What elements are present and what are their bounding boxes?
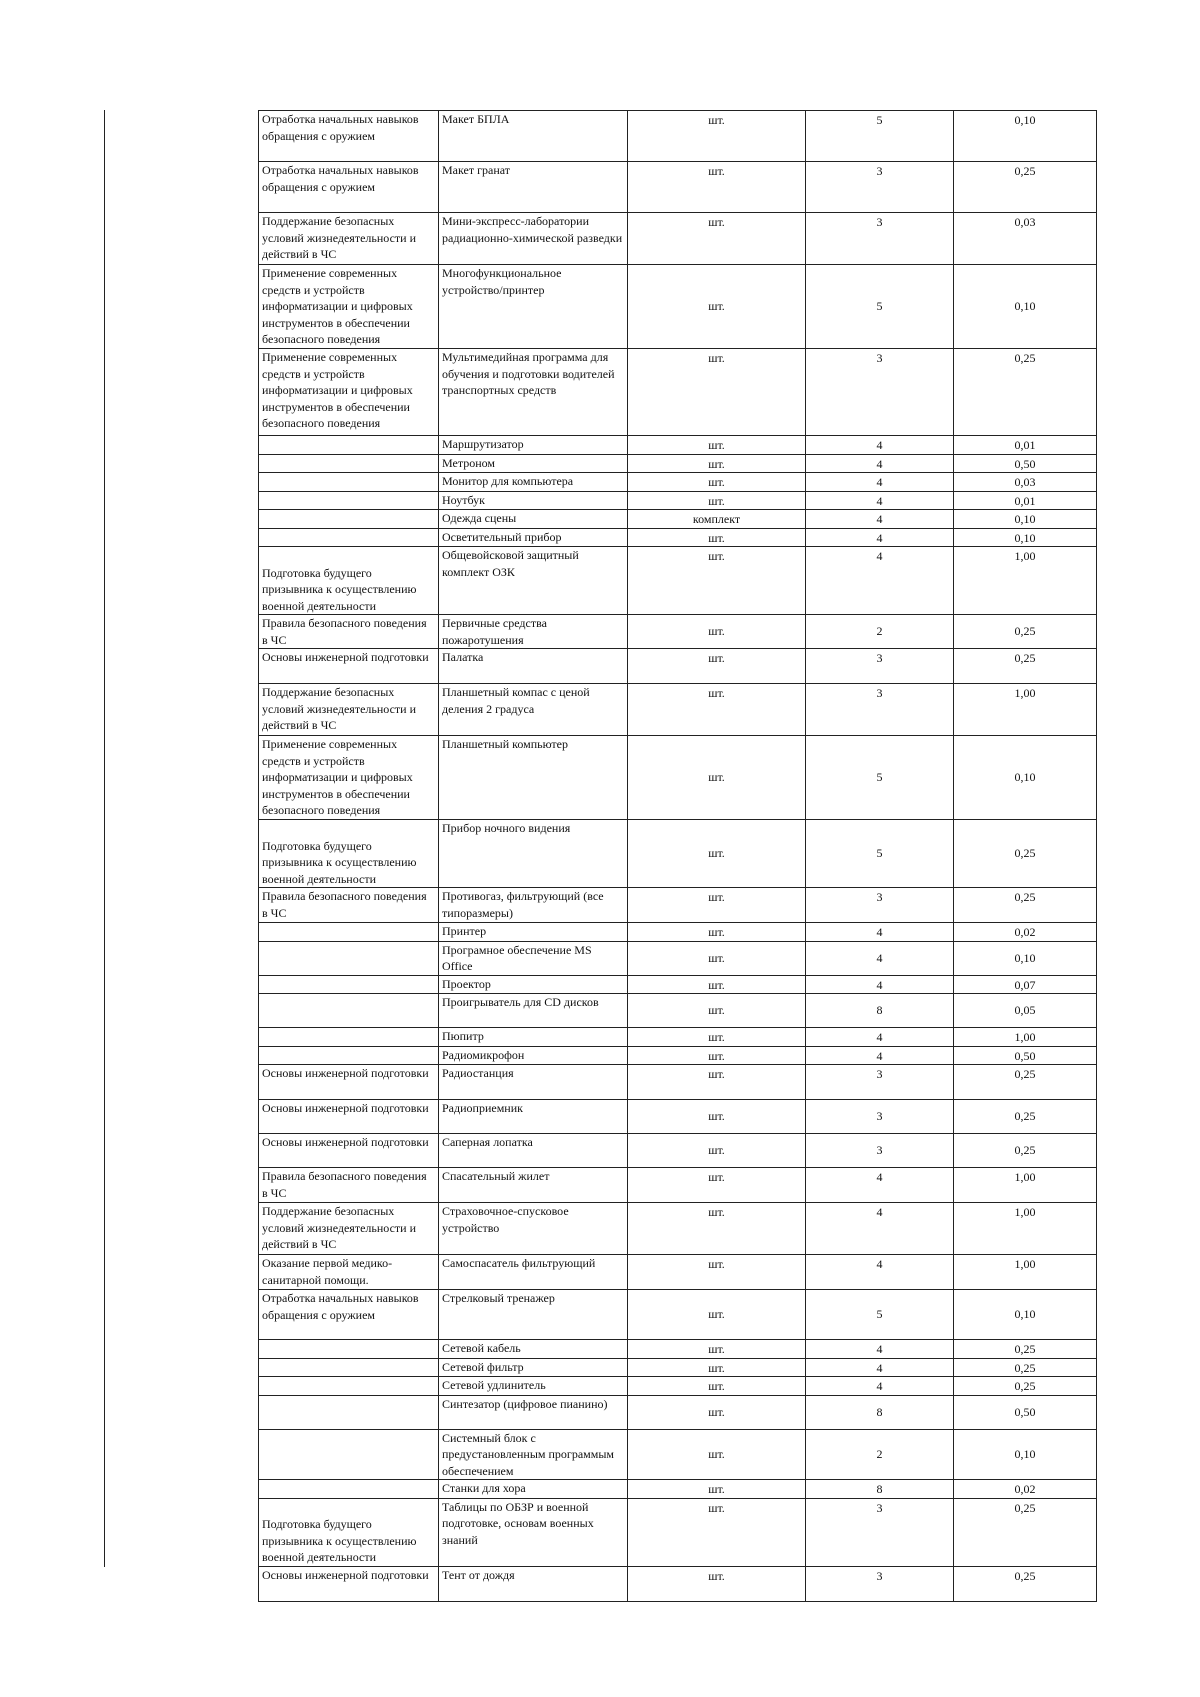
unit-cell: шт. xyxy=(628,649,806,684)
table-row xyxy=(259,111,1097,162)
section-cell: Отработка начальных навыков обращения с оружием xyxy=(259,1290,439,1340)
value-cell: 0,25 xyxy=(954,1100,1097,1134)
table-row xyxy=(259,454,1097,473)
value-cell: 0,10 xyxy=(954,111,1097,162)
section-cell: Поддержание безопасных условий жизнедеятельности и действий в ЧС xyxy=(259,1203,439,1255)
table-row xyxy=(259,1340,1097,1359)
value-cell: 0,25 xyxy=(954,1498,1097,1566)
value-cell: 0,02 xyxy=(954,1480,1097,1499)
item-cell: Общевойсковой защитный комплект ОЗК xyxy=(439,547,628,615)
value-cell: 0,01 xyxy=(954,491,1097,510)
quantity-cell: 3 xyxy=(806,649,954,684)
quantity-cell: 4 xyxy=(806,923,954,942)
unit-cell: шт. xyxy=(628,265,806,349)
page-margin-line xyxy=(104,110,105,1567)
value-cell: 0,25 xyxy=(954,162,1097,213)
item-cell: Станки для хора xyxy=(439,1480,628,1499)
table-row xyxy=(259,820,1097,888)
quantity-cell: 5 xyxy=(806,736,954,820)
section-cell: Подготовка будущего призывника к осуществлению военной деятельности xyxy=(259,547,439,615)
item-cell: Тент от дождя xyxy=(439,1566,628,1601)
value-cell: 1,00 xyxy=(954,1255,1097,1290)
table-row xyxy=(259,213,1097,265)
table-row xyxy=(259,1358,1097,1377)
value-cell: 1,00 xyxy=(954,684,1097,736)
value-cell: 1,00 xyxy=(954,1203,1097,1255)
table-row xyxy=(259,649,1097,684)
unit-cell: шт. xyxy=(628,736,806,820)
quantity-cell: 3 xyxy=(806,1498,954,1566)
quantity-cell: 3 xyxy=(806,213,954,265)
table-row xyxy=(259,1498,1097,1566)
unit-cell: шт. xyxy=(628,923,806,942)
unit-cell: шт. xyxy=(628,1255,806,1290)
item-cell: Спасательный жилет xyxy=(439,1168,628,1203)
unit-cell: шт. xyxy=(628,111,806,162)
quantity-cell: 4 xyxy=(806,1168,954,1203)
quantity-cell: 5 xyxy=(806,1290,954,1340)
section-cell: Правила безопасного поведения в ЧС xyxy=(259,888,439,923)
unit-cell: шт. xyxy=(628,436,806,455)
unit-cell: шт. xyxy=(628,213,806,265)
item-cell: Таблицы по ОБЗР и военной подготовке, основам военных знаний xyxy=(439,1498,628,1566)
item-cell: Синтезатор (цифровое пианино) xyxy=(439,1395,628,1429)
value-cell: 0,25 xyxy=(954,1340,1097,1359)
section-cell xyxy=(259,1340,439,1359)
quantity-cell: 4 xyxy=(806,1377,954,1396)
item-cell: Планшетный компас с ценой деления 2 градуса xyxy=(439,684,628,736)
value-cell: 0,50 xyxy=(954,1395,1097,1429)
unit-cell: шт. xyxy=(628,1028,806,1047)
item-cell: Радиостанция xyxy=(439,1065,628,1100)
item-cell: Принтер xyxy=(439,923,628,942)
section-cell: Отработка начальных навыков обращения с оружием xyxy=(259,162,439,213)
quantity-cell: 3 xyxy=(806,1100,954,1134)
section-cell xyxy=(259,1358,439,1377)
value-cell: 0,10 xyxy=(954,265,1097,349)
value-cell: 1,00 xyxy=(954,547,1097,615)
table-row xyxy=(259,994,1097,1028)
value-cell: 0,25 xyxy=(954,615,1097,649)
unit-cell: шт. xyxy=(628,820,806,888)
item-cell: Противогаз, фильтрующий (все типоразмеры) xyxy=(439,888,628,923)
table-row xyxy=(259,265,1097,349)
section-cell xyxy=(259,1377,439,1396)
value-cell: 0,03 xyxy=(954,213,1097,265)
value-cell: 1,00 xyxy=(954,1028,1097,1047)
table-row xyxy=(259,528,1097,547)
unit-cell: шт. xyxy=(628,684,806,736)
quantity-cell: 5 xyxy=(806,820,954,888)
item-cell: Стрелковый тренажер xyxy=(439,1290,628,1340)
item-cell: Сетевой удлинитель xyxy=(439,1377,628,1396)
section-cell: Основы инженерной подготовки xyxy=(259,1065,439,1100)
item-cell: Прибор ночного видения xyxy=(439,820,628,888)
item-cell: Мини-экспресс-лаборатории радиационно-химической разведки xyxy=(439,213,628,265)
quantity-cell: 4 xyxy=(806,436,954,455)
value-cell: 0,10 xyxy=(954,736,1097,820)
unit-cell: шт. xyxy=(628,888,806,923)
section-cell xyxy=(259,994,439,1028)
section-cell xyxy=(259,1429,439,1480)
table-row xyxy=(259,349,1097,436)
value-cell: 0,10 xyxy=(954,528,1097,547)
quantity-cell: 4 xyxy=(806,1028,954,1047)
item-cell: Програмное обеспечение MS Office xyxy=(439,941,628,975)
equipment-table xyxy=(258,110,1097,1602)
item-cell: Планшетный компьютер xyxy=(439,736,628,820)
unit-cell: шт. xyxy=(628,162,806,213)
item-cell: Одежда сцены xyxy=(439,510,628,529)
item-cell: Маршрутизатор xyxy=(439,436,628,455)
unit-cell: шт. xyxy=(628,1046,806,1065)
quantity-cell: 3 xyxy=(806,888,954,923)
value-cell: 0,50 xyxy=(954,454,1097,473)
quantity-cell: 2 xyxy=(806,615,954,649)
quantity-cell: 5 xyxy=(806,111,954,162)
unit-cell: шт. xyxy=(628,1168,806,1203)
section-cell: Оказание первой медико-санитарной помощи. xyxy=(259,1255,439,1290)
section-cell xyxy=(259,1046,439,1065)
table-row xyxy=(259,491,1097,510)
table-row xyxy=(259,162,1097,213)
table-row xyxy=(259,1377,1097,1396)
quantity-cell: 4 xyxy=(806,454,954,473)
item-cell: Самоспасатель фильтрующий xyxy=(439,1255,628,1290)
quantity-cell: 4 xyxy=(806,1255,954,1290)
table-row xyxy=(259,975,1097,994)
table-row xyxy=(259,473,1097,492)
section-cell xyxy=(259,941,439,975)
value-cell: 0,10 xyxy=(954,510,1097,529)
unit-cell: шт. xyxy=(628,473,806,492)
item-cell: Радиомикрофон xyxy=(439,1046,628,1065)
table-row xyxy=(259,436,1097,455)
item-cell: Системный блок с предустановленным программым обеспечением xyxy=(439,1429,628,1480)
item-cell: Макет гранат xyxy=(439,162,628,213)
section-cell xyxy=(259,923,439,942)
item-cell: Проигрыватель для CD дисков xyxy=(439,994,628,1028)
table-row xyxy=(259,1100,1097,1134)
table-row xyxy=(259,1290,1097,1340)
quantity-cell: 4 xyxy=(806,1340,954,1359)
unit-cell: шт. xyxy=(628,1395,806,1429)
quantity-cell: 3 xyxy=(806,1065,954,1100)
quantity-cell: 4 xyxy=(806,975,954,994)
table-row xyxy=(259,547,1097,615)
table-row xyxy=(259,1065,1097,1100)
quantity-cell: 2 xyxy=(806,1429,954,1480)
item-cell: Многофункциональное устройство/принтер xyxy=(439,265,628,349)
item-cell: Проектор xyxy=(439,975,628,994)
table-row xyxy=(259,888,1097,923)
quantity-cell: 3 xyxy=(806,1134,954,1168)
unit-cell: шт. xyxy=(628,528,806,547)
quantity-cell: 3 xyxy=(806,684,954,736)
value-cell: 0,25 xyxy=(954,888,1097,923)
unit-cell: шт. xyxy=(628,1340,806,1359)
unit-cell: шт. xyxy=(628,1134,806,1168)
value-cell: 0,25 xyxy=(954,349,1097,436)
section-cell: Правила безопасного поведения в ЧС xyxy=(259,1168,439,1203)
section-cell xyxy=(259,473,439,492)
table-row xyxy=(259,510,1097,529)
value-cell: 0,03 xyxy=(954,473,1097,492)
item-cell: Сетевой фильтр xyxy=(439,1358,628,1377)
item-cell: Саперная лопатка xyxy=(439,1134,628,1168)
unit-cell: шт. xyxy=(628,994,806,1028)
quantity-cell: 8 xyxy=(806,1395,954,1429)
section-cell: Подготовка будущего призывника к осуществлению военной деятельности xyxy=(259,1498,439,1566)
table-row xyxy=(259,1429,1097,1480)
section-cell: Правила безопасного поведения в ЧС xyxy=(259,615,439,649)
quantity-cell: 4 xyxy=(806,528,954,547)
unit-cell: шт. xyxy=(628,615,806,649)
value-cell: 0,07 xyxy=(954,975,1097,994)
quantity-cell: 8 xyxy=(806,994,954,1028)
section-cell: Отработка начальных навыков обращения с оружием xyxy=(259,111,439,162)
unit-cell: шт. xyxy=(628,975,806,994)
quantity-cell: 3 xyxy=(806,162,954,213)
quantity-cell: 4 xyxy=(806,473,954,492)
item-cell: Осветительный прибор xyxy=(439,528,628,547)
section-cell: Применение современных средств и устройств информатизации и цифровых инструментов в обеспечении безопасного поведения xyxy=(259,349,439,436)
quantity-cell: 4 xyxy=(806,1203,954,1255)
quantity-cell: 4 xyxy=(806,1358,954,1377)
unit-cell: шт. xyxy=(628,454,806,473)
value-cell: 0,25 xyxy=(954,1566,1097,1601)
section-cell xyxy=(259,491,439,510)
value-cell: 0,02 xyxy=(954,923,1097,942)
equipment-table-body xyxy=(259,111,1097,1602)
unit-cell: шт. xyxy=(628,1480,806,1499)
quantity-cell: 4 xyxy=(806,491,954,510)
quantity-cell: 4 xyxy=(806,1046,954,1065)
unit-cell: шт. xyxy=(628,1566,806,1601)
unit-cell: шт. xyxy=(628,349,806,436)
item-cell: Радиоприемник xyxy=(439,1100,628,1134)
section-cell xyxy=(259,1395,439,1429)
section-cell xyxy=(259,1480,439,1499)
item-cell: Сетевой кабель xyxy=(439,1340,628,1359)
item-cell: Страховочное-спусковое устройство xyxy=(439,1203,628,1255)
value-cell: 0,10 xyxy=(954,941,1097,975)
quantity-cell: 3 xyxy=(806,1566,954,1601)
unit-cell: шт. xyxy=(628,941,806,975)
value-cell: 0,10 xyxy=(954,1429,1097,1480)
section-cell: Поддержание безопасных условий жизнедеятельности и действий в ЧС xyxy=(259,213,439,265)
quantity-cell: 4 xyxy=(806,941,954,975)
value-cell: 0,25 xyxy=(954,649,1097,684)
value-cell: 0,25 xyxy=(954,1377,1097,1396)
value-cell: 0,01 xyxy=(954,436,1097,455)
unit-cell: шт. xyxy=(628,1290,806,1340)
value-cell: 1,00 xyxy=(954,1168,1097,1203)
unit-cell: шт. xyxy=(628,1203,806,1255)
item-cell: Ноутбук xyxy=(439,491,628,510)
table-row xyxy=(259,941,1097,975)
section-cell: Поддержание безопасных условий жизнедеятельности и действий в ЧС xyxy=(259,684,439,736)
unit-cell: шт. xyxy=(628,1100,806,1134)
unit-cell: шт. xyxy=(628,1065,806,1100)
section-cell: Основы инженерной подготовки xyxy=(259,1100,439,1134)
section-cell: Применение современных средств и устройств информатизации и цифровых инструментов в обеспечении безопасного поведения xyxy=(259,265,439,349)
table-row xyxy=(259,1255,1097,1290)
quantity-cell: 4 xyxy=(806,547,954,615)
table-row xyxy=(259,1203,1097,1255)
value-cell: 0,25 xyxy=(954,820,1097,888)
section-cell xyxy=(259,528,439,547)
section-cell: Подготовка будущего призывника к осуществлению военной деятельности xyxy=(259,820,439,888)
unit-cell: шт. xyxy=(628,491,806,510)
table-row xyxy=(259,1395,1097,1429)
unit-cell: комплект xyxy=(628,510,806,529)
item-cell: Пюпитр xyxy=(439,1028,628,1047)
value-cell: 0,05 xyxy=(954,994,1097,1028)
table-row xyxy=(259,923,1097,942)
table-row xyxy=(259,1566,1097,1601)
quantity-cell: 3 xyxy=(806,349,954,436)
quantity-cell: 5 xyxy=(806,265,954,349)
item-cell: Мультимедийная программа для обучения и подготовки водителей транспортных средств xyxy=(439,349,628,436)
unit-cell: шт. xyxy=(628,1498,806,1566)
value-cell: 0,25 xyxy=(954,1134,1097,1168)
quantity-cell: 8 xyxy=(806,1480,954,1499)
table-row xyxy=(259,615,1097,649)
section-cell: Основы инженерной подготовки xyxy=(259,649,439,684)
section-cell: Основы инженерной подготовки xyxy=(259,1566,439,1601)
table-row xyxy=(259,736,1097,820)
table-row xyxy=(259,1480,1097,1499)
section-cell: Применение современных средств и устройств информатизации и цифровых инструментов в обеспечении безопасного поведения xyxy=(259,736,439,820)
unit-cell: шт. xyxy=(628,1429,806,1480)
section-cell xyxy=(259,454,439,473)
value-cell: 0,25 xyxy=(954,1358,1097,1377)
item-cell: Первичные средства пожаротушения xyxy=(439,615,628,649)
section-cell xyxy=(259,975,439,994)
unit-cell: шт. xyxy=(628,1358,806,1377)
table-row xyxy=(259,684,1097,736)
unit-cell: шт. xyxy=(628,1377,806,1396)
section-cell: Основы инженерной подготовки xyxy=(259,1134,439,1168)
section-cell xyxy=(259,436,439,455)
item-cell: Макет БПЛА xyxy=(439,111,628,162)
section-cell xyxy=(259,510,439,529)
unit-cell: шт. xyxy=(628,547,806,615)
table-row xyxy=(259,1028,1097,1047)
item-cell: Метроном xyxy=(439,454,628,473)
table-row xyxy=(259,1134,1097,1168)
value-cell: 0,50 xyxy=(954,1046,1097,1065)
value-cell: 0,25 xyxy=(954,1065,1097,1100)
section-cell xyxy=(259,1028,439,1047)
table-row xyxy=(259,1046,1097,1065)
value-cell: 0,10 xyxy=(954,1290,1097,1340)
table-row xyxy=(259,1168,1097,1203)
item-cell: Монитор для компьютера xyxy=(439,473,628,492)
item-cell: Палатка xyxy=(439,649,628,684)
quantity-cell: 4 xyxy=(806,510,954,529)
